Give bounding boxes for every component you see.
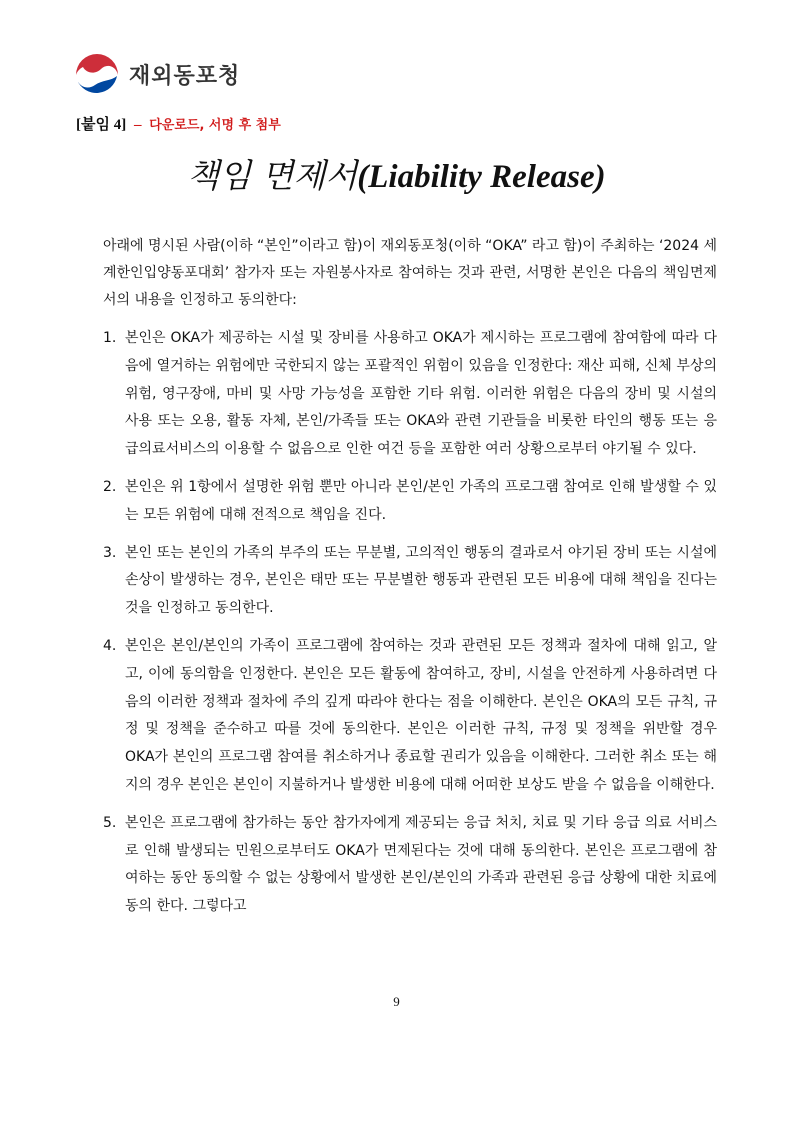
clause-number: 4. — [103, 637, 117, 654]
page-number: 9 — [393, 994, 400, 1009]
clause-list — [103, 325, 717, 931]
clause-item — [103, 540, 717, 623]
org-logo — [74, 54, 240, 100]
document-title — [0, 150, 793, 197]
clause-number: 3. — [103, 544, 117, 561]
clause-number: 1. — [103, 330, 117, 346]
attachment-label: [붙임 4] — [76, 117, 127, 133]
org-name: 재외동포청 — [129, 64, 241, 89]
attachment-note: 다운로드, 서명 후 첨부 — [149, 118, 281, 133]
clause-text: 본인은 위 1항에서 설명한 위험 뿐만 아니라 본인/본인 가족의 프로그램 참여로 인해 발생할 수 있는 모든 위험에 대해 전적으로 책임을 진다. — [125, 478, 717, 523]
clause-item — [103, 633, 717, 800]
clause-number: 5. — [103, 814, 117, 831]
clause-item — [103, 810, 717, 921]
attachment-line — [76, 113, 281, 134]
clause-number: 2. — [103, 478, 117, 495]
clause-item — [103, 474, 717, 530]
clause-item — [103, 325, 717, 464]
taegeuk-logo-icon — [74, 54, 120, 100]
intro-paragraph: 아래에 명시된 사람(이하 “본인”이라고 함)이 재외동포청(이하 “OKA” 라고 함)이 주최하는 ‘2024 세계한인입양동포대회’ 참가자 또는 자원봉사자로 참여하는 것과 관련, 서명한 본인은 다음의 책임면제서의 내용을 인정하고 동의한다: — [103, 238, 717, 308]
clause-text: 본인은 본인/본인의 가족이 프로그램에 참여하는 것과 관련된 모든 정책과 절차에 대해 읽고, 알고, 이에 동의함을 인정한다. 본인은 모든 활동에 참여하고, 장비, 시설을 안전하게 사용하려면 다음의 이러한 정책과 절차에 주의 깊게 따라야 한다는 점을 이해한다. 본인은 OKA의 모든 규칙, 규정 및 정책을 준수하고 따를 것에 동의한다. 본인은 이러한 규칙, 규정 및 정책을 위반할 경우 OKA가 본인의 프로그램 참여를 취소하거나 종료할 권리가 있음을 이해한다. 그러한 취소 또는 해지의 경우 본인은 본인이 지불하거나 발생한 비용에 대해 어떠한 보상도 받을 수 없음을 이해한다. — [125, 637, 717, 793]
title-english: (Liability Release) — [357, 159, 606, 195]
title-korean: 책임 면제서 — [187, 156, 358, 195]
attachment-separator: – — [133, 117, 142, 133]
clause-text: 본인은 OKA가 제공하는 시설 및 장비를 사용하고 OKA가 제시하는 프로그램에 참여함에 따라 다음에 열거하는 위험에만 국한되지 않는 포괄적인 위험이 있음을 인정한다: 재산 피해, 신체 부상의 위험, 영구장애, 마비 및 사망 가능성을 포함한 기타 위험. 이러한 위험은 다음의 장비 및 시설의 사용 또는 오용, 활동 자체, 본인/가족들 또는 OKA와 관련 기관들을 비롯한 타인의 행동 또는 응급의료서비스의 이용할 수 없음으로 인한 여건 등을 포함한 여러 상황으로부터 야기될 수 있다. — [125, 330, 717, 458]
clause-text: 본인은 프로그램에 참가하는 동안 참가자에게 제공되는 응급 처치, 치료 및 기타 응급 의료 서비스로 인해 발생되는 민원으로부터도 OKA가 면제된다는 것에 대해 동의한다. 본인은 프로그램에 참여하는 동안 동의할 수 없는 상황에서 발생한 본인/본인의 가족과 관련된 응급 상황에 대한 치료에 동의 한다. 그렇다고 — [125, 814, 717, 915]
clause-text: 본인 또는 본인의 가족의 부주의 또는 무분별, 고의적인 행동의 결과로서 야기된 장비 또는 시설에 손상이 발생하는 경우, 본인은 태만 또는 무분별한 행동과 관련된 모든 비용에 대해 책임을 진다는 것을 인정하고 동의한다. — [125, 544, 717, 617]
